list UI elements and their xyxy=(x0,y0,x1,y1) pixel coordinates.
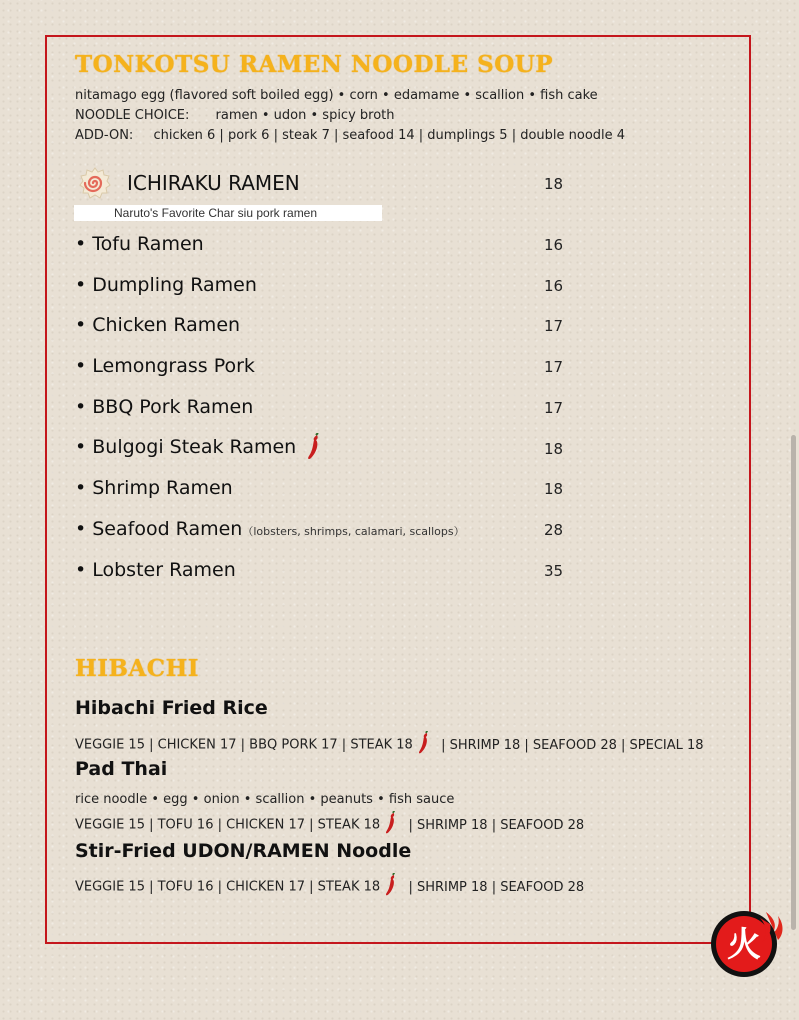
fried-rice-title: Hibachi Fried Rice xyxy=(75,697,268,719)
menu-item-price: 28 xyxy=(544,521,564,539)
fire-logo-icon xyxy=(708,904,786,982)
menu-item-price: 18 xyxy=(544,480,564,498)
pad-thai-title: Pad Thai xyxy=(75,758,168,780)
featured-item-tagline: Naruto's Favorite Char siu pork ramen xyxy=(74,205,382,221)
chili-pepper-icon xyxy=(417,731,431,759)
stir-fried-title: Stir-Fried UDON/RAMEN Noodle xyxy=(75,840,412,862)
menu-item-price: 35 xyxy=(544,562,564,580)
menu-item-note: （lobsters, shrimps, calamari, scallops） xyxy=(242,525,465,538)
menu-item-price: 16 xyxy=(544,236,564,254)
menu-item-label: • Seafood Ramen xyxy=(75,518,243,540)
logo-glyph: 火 xyxy=(727,925,761,965)
featured-item-name: ICHIRAKU RAMEN xyxy=(127,171,300,195)
menu-item-name: • BBQ Pork Ramen xyxy=(75,396,254,418)
stir-fried-prices-a: VEGGIE 15 | TOFU 16 | CHICKEN 17 | STEAK 18 xyxy=(75,879,381,895)
menu-item-name: • Bulgogi Steak Ramen xyxy=(75,436,297,458)
menu-item-name: • Chicken Ramen xyxy=(75,314,241,336)
addon-label: ADD-ON: xyxy=(75,128,134,143)
menu-item-price: 18 xyxy=(544,440,564,458)
menu-item-price: 16 xyxy=(544,277,564,295)
menu-item-name xyxy=(75,518,465,540)
menu-item-name: • Shrimp Ramen xyxy=(75,477,233,499)
chili-pepper-icon xyxy=(384,873,398,901)
menu-item-price: 17 xyxy=(544,317,564,335)
noodle-choice-label: NOODLE CHOICE: xyxy=(75,108,190,123)
menu-item-price: 17 xyxy=(544,399,564,417)
pad-thai-prices-b: | SHRIMP 18 | SEAFOOD 28 xyxy=(408,817,585,833)
menu-item-name: • Dumpling Ramen xyxy=(75,274,257,296)
chili-pepper-icon xyxy=(306,433,322,465)
hibachi-section-title: HIBACHI xyxy=(75,655,200,682)
menu-item-price: 17 xyxy=(544,358,564,376)
naruto-fishcake-icon xyxy=(78,166,112,200)
noodle-choice-value: ramen • udon • spicy broth xyxy=(215,108,395,123)
fried-rice-prices-b: | SHRIMP 18 | SEAFOOD 28 | SPECIAL 18 xyxy=(441,737,704,753)
stir-fried-prices xyxy=(75,873,584,901)
menu-item-name: • Tofu Ramen xyxy=(75,233,204,255)
pad-thai-ingredients: rice noodle • egg • onion • scallion • peanuts • fish sauce xyxy=(75,792,455,807)
menu-item-name: • Lobster Ramen xyxy=(75,559,236,581)
ramen-section-title: TONKOTSU RAMEN NOODLE SOUP xyxy=(75,51,554,78)
noodle-choice xyxy=(75,108,395,123)
addon-value: chicken 6 | pork 6 | steak 7 | seafood 14 | dumplings 5 | double noodle 4 xyxy=(153,128,626,143)
fried-rice-prices-a: VEGGIE 15 | CHICKEN 17 | BBQ PORK 17 | STEAK 18 xyxy=(75,737,413,753)
fried-rice-prices xyxy=(75,731,704,759)
addon-line xyxy=(75,128,625,143)
ramen-toppings: nitamago egg (flavored soft boiled egg) • corn • edamame • scallion • fish cake xyxy=(75,88,598,103)
pad-thai-prices xyxy=(75,811,584,839)
featured-item-price: 18 xyxy=(544,175,564,193)
stir-fried-prices-b: | SHRIMP 18 | SEAFOOD 28 xyxy=(408,879,585,895)
pad-thai-prices-a: VEGGIE 15 | TOFU 16 | CHICKEN 17 | STEAK 18 xyxy=(75,817,381,833)
menu-item-name: • Lemongrass Pork xyxy=(75,355,255,377)
scrollbar[interactable] xyxy=(791,435,796,930)
chili-pepper-icon xyxy=(384,811,398,839)
